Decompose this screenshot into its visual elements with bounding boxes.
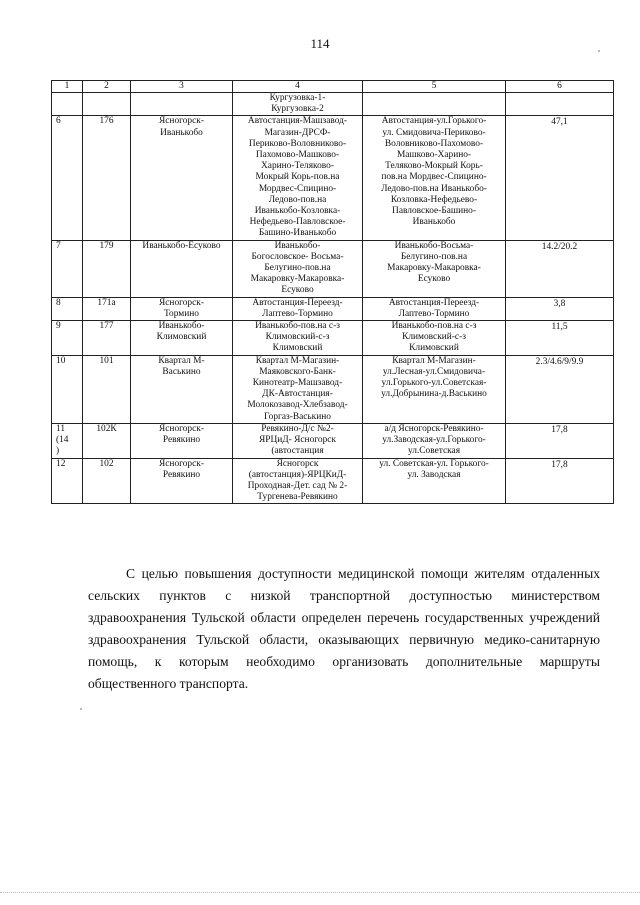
table-cell-backward: Иванькобо-пов.на с-з Климовский-с-з Климовский [363, 321, 506, 356]
table-row [52, 458, 614, 504]
table-cell-route: 101 [83, 355, 131, 423]
table-cell-route: 177 [83, 321, 131, 356]
table-cell-n: 6 [52, 116, 83, 240]
table-cell-forward: Автостанция-Машзавод- Магазин-ДРСФ- Периково-Воловниково- Пахомово-Машково- Харино-Теляково- Мокрый Корь-пов.на Мордвес-Спицино- Ледово-пов.на Иванькобо-Козловка- Нефедьево-Павловское- Башино-Иванькобо [233, 116, 363, 240]
table-cell-route: 171а [83, 297, 131, 320]
table-cell-name: Ясногорск- Иванькобо [131, 116, 233, 240]
column-header: 5 [363, 81, 506, 93]
table-cell-n: 11 (14 ) [52, 423, 83, 458]
table-row [52, 93, 614, 116]
table-cell-backward: ул. Советская-ул. Горького- ул. Заводская [363, 458, 506, 504]
table-cell-length: 17,8 [506, 458, 614, 504]
table-cell-length: 3,8 [506, 297, 614, 320]
table-cell-backward: Квартал М-Магазин- ул.Лесная-ул.Смидовича- ул.Горького-ул.Советская- ул.Добрынина-д.Васькино [363, 355, 506, 423]
table-cell-backward: Автостанция-Переезд- Лаптево-Тормино [363, 297, 506, 320]
column-header: 1 [52, 81, 83, 93]
table-cell-name: Квартал М- Васькино [131, 355, 233, 423]
page-number: 114 [310, 36, 330, 51]
table-cell-length: 17,8 [506, 423, 614, 458]
routes-table [51, 80, 614, 504]
table-cell-name: Иванькобо- Климовский [131, 321, 233, 356]
table-row [52, 116, 614, 240]
table-cell-backward: Иванькобо-Восьма- Белугино-пов.на Макаровку-Макаровка- Есуково [363, 240, 506, 297]
scan-mark [598, 50, 600, 52]
table-cell-forward: Иванькобо- Богословское- Восьма- Белугино-пов.на Макаровку-Макаровка- Есуково [233, 240, 363, 297]
table-cell-n: 10 [52, 355, 83, 423]
table-row [52, 423, 614, 458]
table-cell-name: Ясногорск- Ревякино [131, 423, 233, 458]
table-cell-backward: а/д Ясногорск-Ревякино- ул.Заводская-ул.Горького- ул.Советская [363, 423, 506, 458]
table-cell-forward: Автостанция-Переезд- Лаптево-Тормино [233, 297, 363, 320]
table-cell-length [506, 93, 614, 116]
table-cell-backward [363, 93, 506, 116]
body-paragraph [88, 563, 600, 695]
table-cell-n: 8 [52, 297, 83, 320]
column-header: 6 [506, 81, 614, 93]
table-header-row [52, 81, 614, 93]
table-cell-name: Иванькобо-Есуково [131, 240, 233, 297]
table-cell-backward: Автостанция-ул.Горького- ул. Смидовича-Периково- Воловниково-Пахомово- Машково-Харино- Теляково-Мокрый Корь- пов.на Мордвес-Спицино- Ледово-пов.на Иванькобо- Козловка-Нефедьево- Павловское-Башино- Иванькобо [363, 116, 506, 240]
table-row [52, 240, 614, 297]
table-cell-name: Ясногорск- Ревякино [131, 458, 233, 504]
table-cell-route: 176 [83, 116, 131, 240]
table-cell-length: 11,5 [506, 321, 614, 356]
table-cell-route [83, 93, 131, 116]
paragraph-text: С целью повышения доступности медицинской помощи жителям отдаленных сельских пунктов с низкой транспортной доступностью министерством здравоохранения Тульской области определен перечень государственных учреждений здравоохранения Тульской области, оказывающих первичную медико-санитарную помощь, к которым необходимо организовать дополнительные маршруты общественного транспорта. [88, 566, 600, 691]
table-cell-forward: Кургузовка-1- Кургузовка-2 [233, 93, 363, 116]
table-cell-route: 179 [83, 240, 131, 297]
table-cell-length: 47,1 [506, 116, 614, 240]
table-cell-route: 102 [83, 458, 131, 504]
table-cell-forward: Ревякино-Д/с №2- ЯРЦиД- Ясногорск (автостанция [233, 423, 363, 458]
table-cell-forward: Иванькобо-пов.на с-з Климовский-с-з Климовский [233, 321, 363, 356]
table-body [52, 93, 614, 504]
column-header: 2 [83, 81, 131, 93]
column-header: 3 [131, 81, 233, 93]
table-cell-forward: Квартал М-Магазин- Маяковского-Банк- Кинотеатр-Машзавод- ДК-Автостанция- Молокозавод-Хлебзавод- Горгаз-Васькино [233, 355, 363, 423]
table-cell-n [52, 93, 83, 116]
table-cell-name: Ясногорск- Тормино [131, 297, 233, 320]
table-row [52, 321, 614, 356]
table-cell-length: 14.2/20.2 [506, 240, 614, 297]
footer-divider [0, 892, 640, 894]
table-cell-n: 12 [52, 458, 83, 504]
table-cell-name [131, 93, 233, 116]
table-cell-forward: Ясногорск (автостанция)-ЯРЦКиД- Проходная-Дет. сад № 2- Тургенева-Ревякино [233, 458, 363, 504]
scan-mark [80, 708, 82, 710]
table-cell-length: 2.3/4.6/9/9.9 [506, 355, 614, 423]
table-row [52, 355, 614, 423]
table-cell-n: 7 [52, 240, 83, 297]
column-header: 4 [233, 81, 363, 93]
table-row [52, 297, 614, 320]
table-cell-route: 102К [83, 423, 131, 458]
table-cell-n: 9 [52, 321, 83, 356]
